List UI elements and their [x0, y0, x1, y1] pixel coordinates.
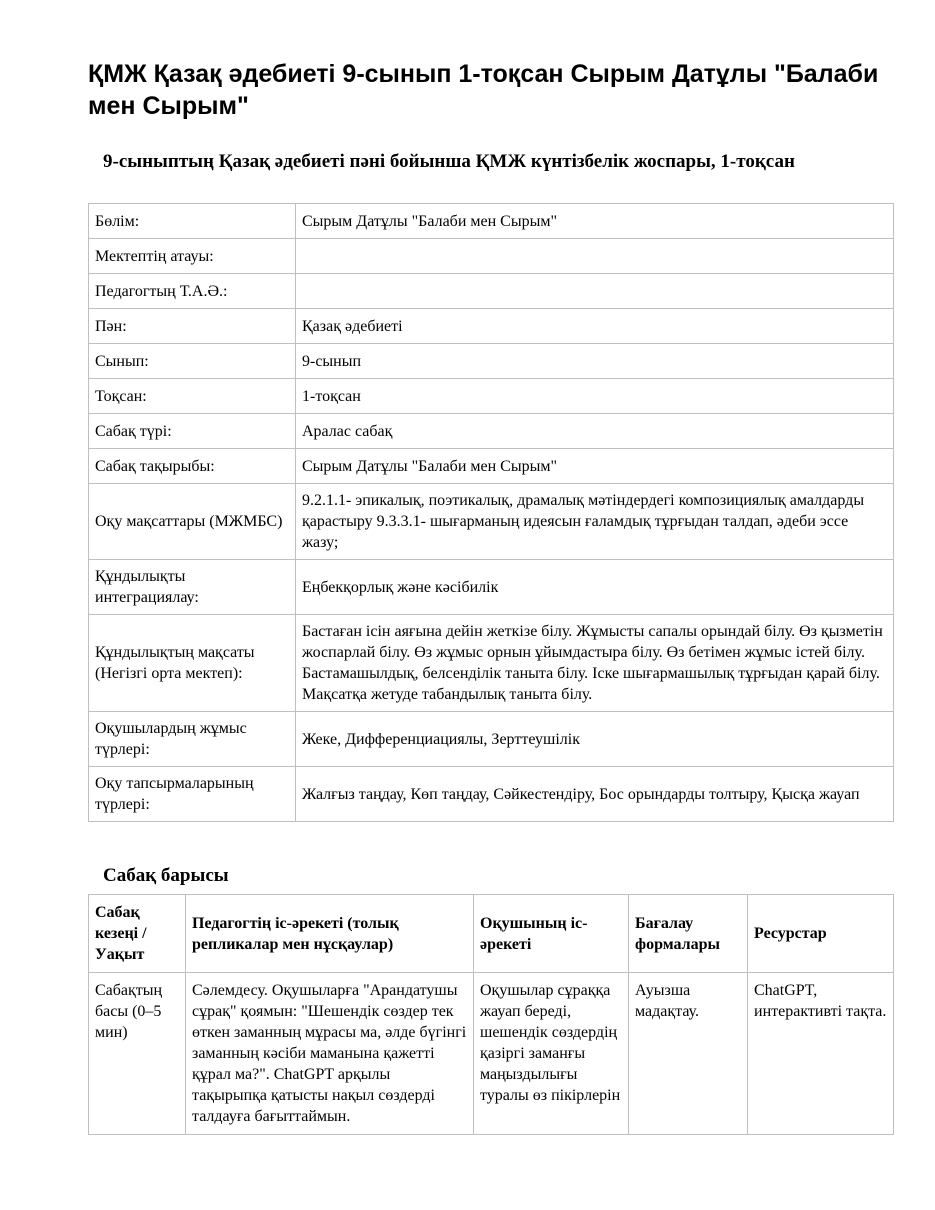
info-label: Құндылықтың мақсаты (Негізгі орта мектеп):	[89, 615, 296, 712]
info-row-work-types	[89, 712, 894, 767]
info-value: 9.2.1.1- эпикалық, поэтикалық, драмалық мәтіндердегі композициялық амалдарды қарастыру 9.3.3.1- шығарманың идеясын ғаламдық тұрғыдан талдап, әдеби эссе жазу;	[296, 484, 894, 560]
info-label: Сынып:	[89, 344, 296, 379]
info-row-lesson-topic	[89, 449, 894, 484]
lesson-header-row	[89, 895, 894, 973]
info-label: Сабақ түрі:	[89, 414, 296, 449]
lesson-stage: Сабақтың басы (0–5 мин)	[89, 973, 186, 1135]
lesson-progress-table	[88, 894, 894, 1135]
info-label: Оқу тапсырмаларының түрлері:	[89, 767, 296, 822]
student-actions: Оқушылар сұраққа жауап береді, шешендік сөздердің қазіргі заманғы маңыздылығы туралы өз пікірлерін	[474, 973, 629, 1135]
info-row-quarter	[89, 379, 894, 414]
resources: ChatGPT, интерактивті тақта.	[748, 973, 894, 1135]
assessment-forms: Ауызша мадақтау.	[629, 973, 748, 1135]
header-resources: Ресурстар	[748, 895, 894, 973]
info-row-teacher	[89, 274, 894, 309]
header-student-actions: Оқушының іс-әрекеті	[474, 895, 629, 973]
info-row-lesson-type	[89, 414, 894, 449]
info-row-value-integration	[89, 560, 894, 615]
info-label: Тоқсан:	[89, 379, 296, 414]
info-row-school	[89, 239, 894, 274]
document-title: ҚМЖ Қазақ әдебиеті 9-сынып 1-тоқсан Сырым Датұлы "Балаби мен Сырым"	[88, 60, 879, 120]
info-label: Оқу мақсаттары (МЖМБС)	[89, 484, 296, 560]
info-label: Оқушылардың жұмыс түрлері:	[89, 712, 296, 767]
info-row-task-types	[89, 767, 894, 822]
info-value: Сырым Датұлы "Балаби мен Сырым"	[296, 204, 894, 239]
lesson-row	[89, 973, 894, 1135]
info-label: Бөлім:	[89, 204, 296, 239]
info-row-grade	[89, 344, 894, 379]
info-value: Бастаған ісін аяғына дейін жеткізе білу. Жұмысты сапалы орындай білу. Өз қызметін жоспарлай білу. Өз жұмыс орнын ұйымдастыра білу. Өз бетімен жұмыс істей білу. Бастамашылдық, белсенділік таныта білу. Іске шығармашылық тұрғыдан қарай білу. Мақсатқа жетуде табандылық таныта білу.	[296, 615, 894, 712]
header-teacher-actions: Педагогтің іс-әрекеті (толық репликалар мен нұсқаулар)	[186, 895, 474, 973]
info-value	[296, 274, 894, 309]
info-row-section	[89, 204, 894, 239]
info-row-subject	[89, 309, 894, 344]
info-value: Еңбекқорлық және кәсібилік	[296, 560, 894, 615]
info-value: Сырым Датұлы "Балаби мен Сырым"	[296, 449, 894, 484]
info-value: Жалғыз таңдау, Көп таңдау, Сәйкестендіру, Бос орындарды толтыру, Қысқа жауап	[296, 767, 894, 822]
info-value	[296, 239, 894, 274]
teacher-actions: Сәлемдесу. Оқушыларға "Арандатушы сұрақ" қоямын: "Шешендік сөздер тек өткен заманның мұрасы ма, әлде бүгінгі заманның кәсіби маманына қажетті құрал ма?". ChatGPT арқылы тақырыпқа қатысты нақыл сөздерді талдауға бағыттаймын.	[186, 973, 474, 1135]
info-label: Құндылықты интеграциялау:	[89, 560, 296, 615]
lesson-info-table	[88, 203, 894, 822]
header-assessment: Бағалау формалары	[629, 895, 748, 973]
info-label: Сабақ тақырыбы:	[89, 449, 296, 484]
info-value: Қазақ әдебиеті	[296, 309, 894, 344]
info-label: Мектептің атауы:	[89, 239, 296, 274]
info-value: 1-тоқсан	[296, 379, 894, 414]
header-stage-time: Сабақ кезеңі / Уақыт	[89, 895, 186, 973]
info-label: Пән:	[89, 309, 296, 344]
info-value: 9-сынып	[296, 344, 894, 379]
info-value: Аралас сабақ	[296, 414, 894, 449]
info-row-value-goal	[89, 615, 894, 712]
lesson-progress-heading: Сабақ барысы	[103, 865, 229, 886]
info-row-learning-objectives	[89, 484, 894, 560]
info-value: Жеке, Дифференциациялы, Зерттеушілік	[296, 712, 894, 767]
plan-heading: 9-сыныптың Қазақ әдебиеті пәні бойынша ҚМЖ күнтізбелік жоспары, 1-тоқсан	[103, 151, 795, 172]
info-label: Педагогтың Т.А.Ә.:	[89, 274, 296, 309]
